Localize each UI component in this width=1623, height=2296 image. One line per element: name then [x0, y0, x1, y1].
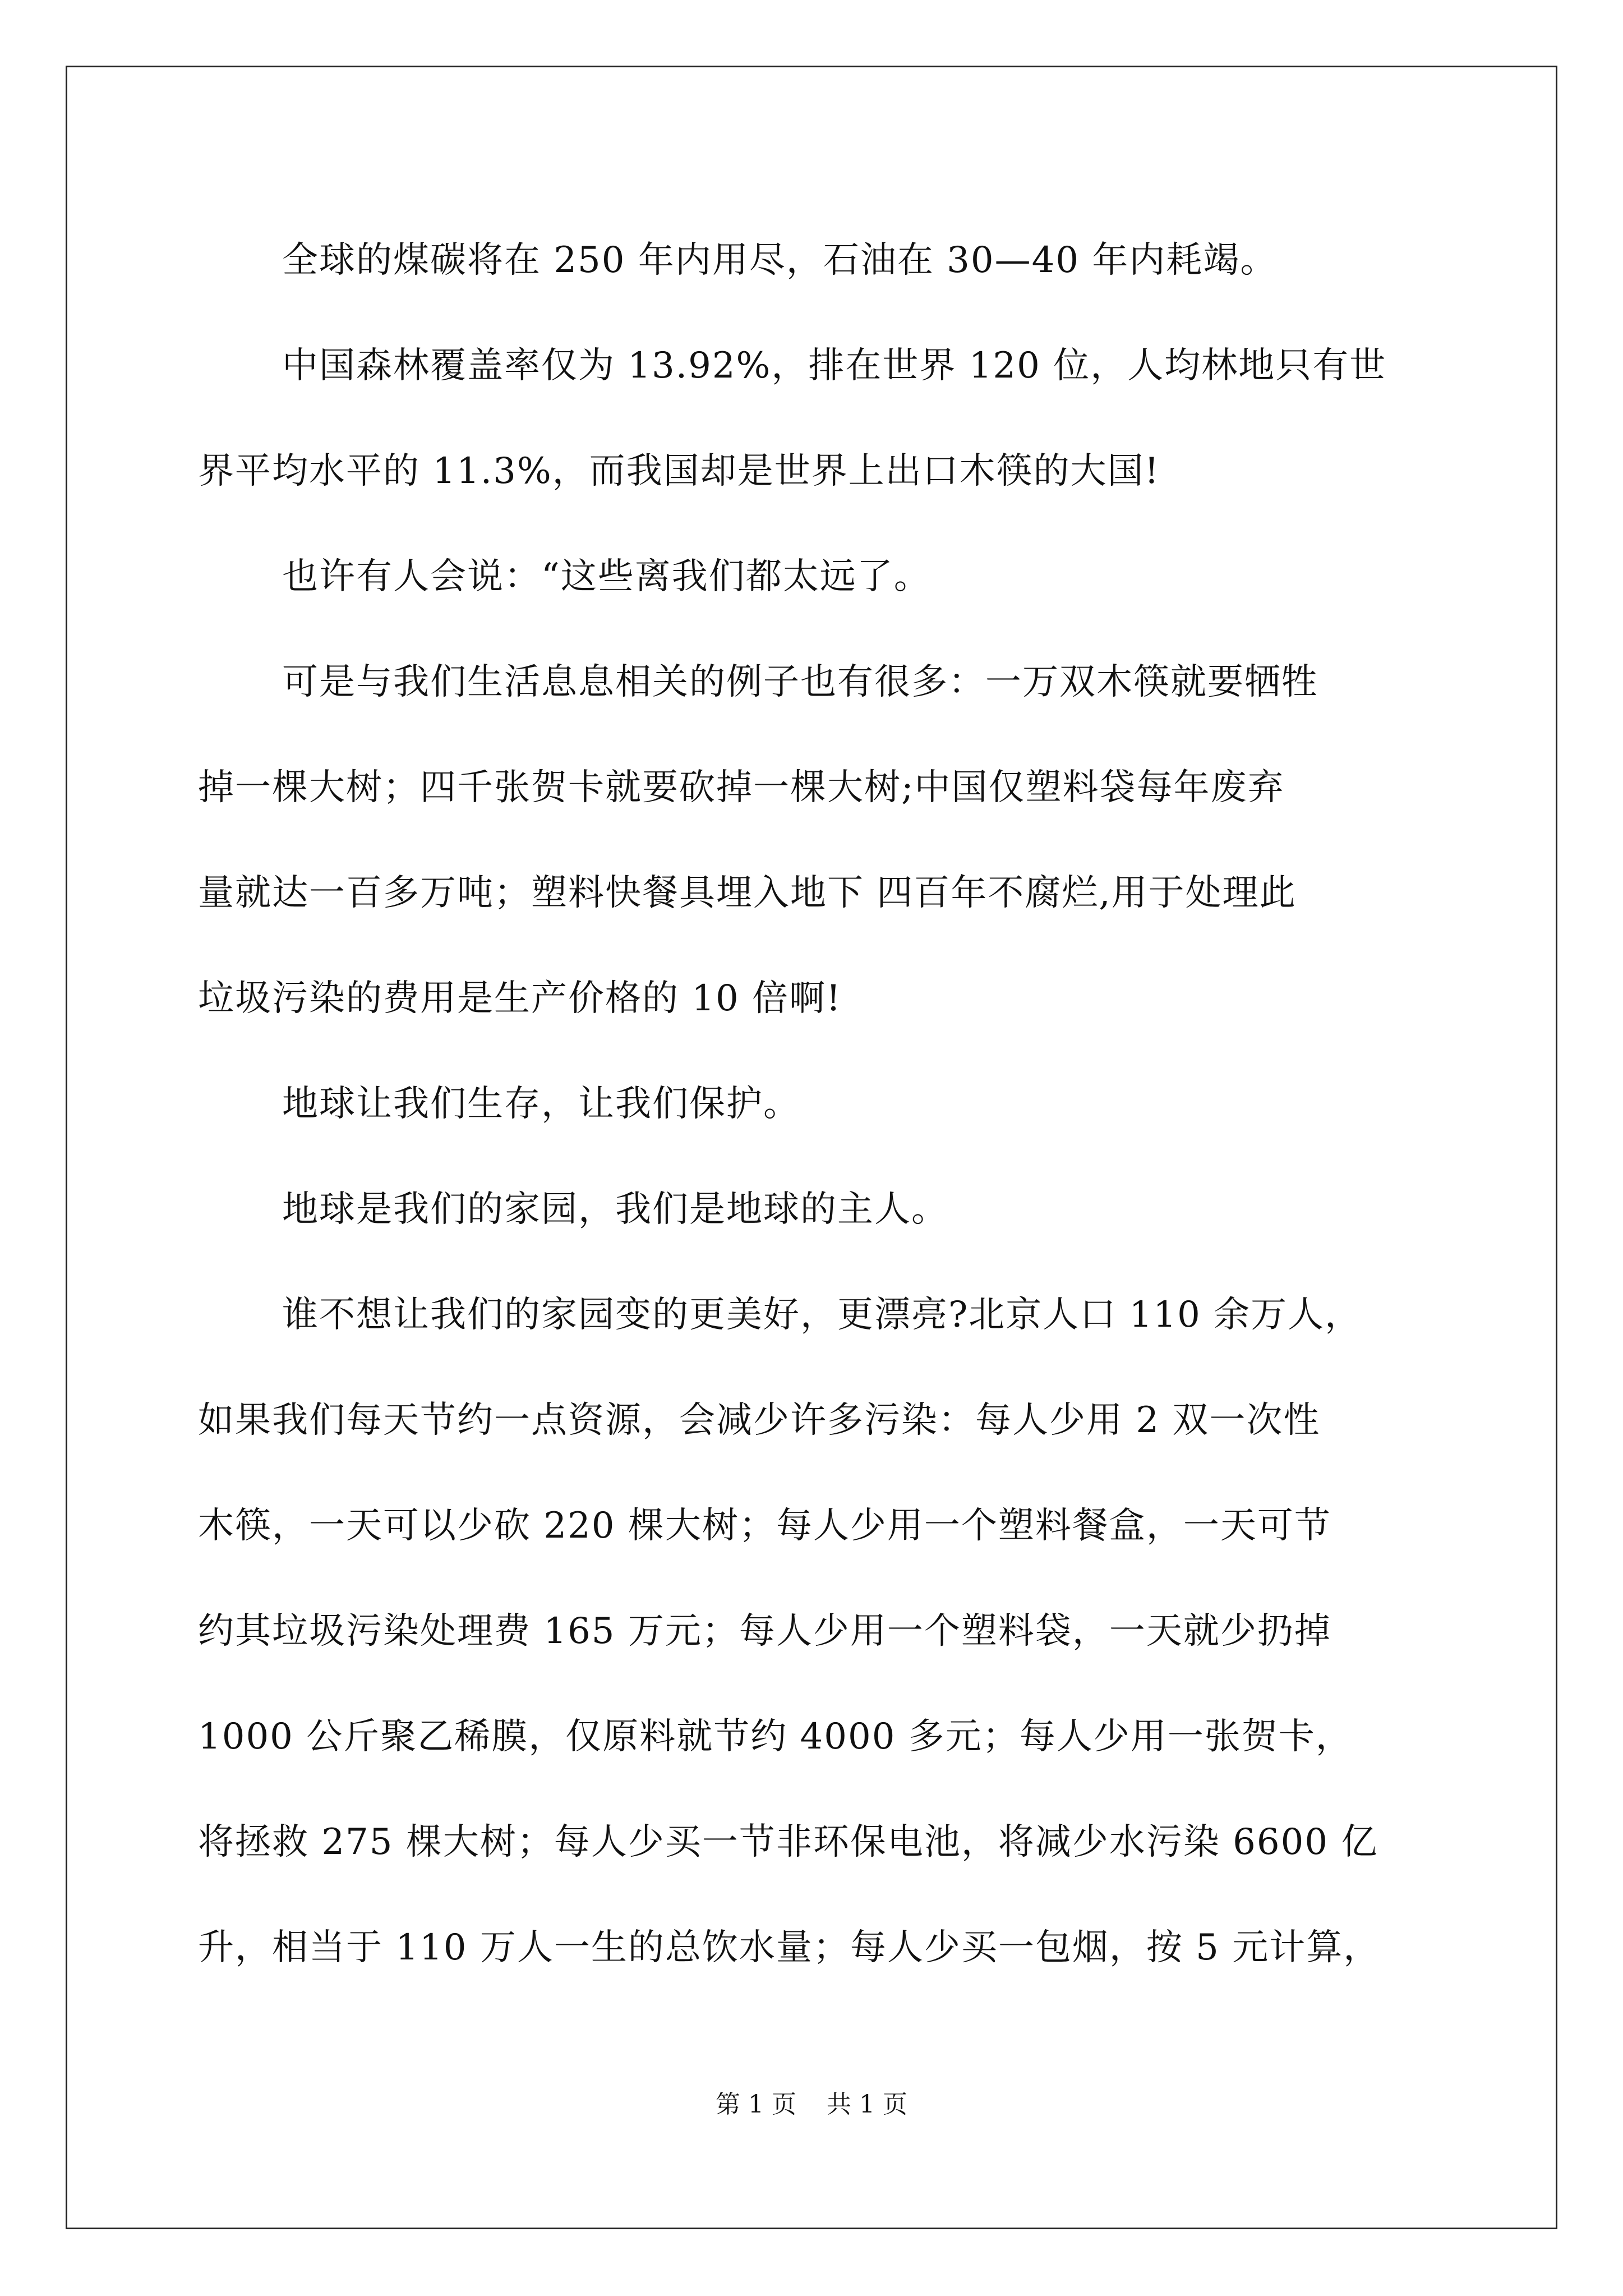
- paragraph: [198, 1262, 1429, 2000]
- paragraph: [198, 524, 1429, 629]
- text-line: 掉一棵大树；四千张贺卡就要砍掉一棵大树;中国仅塑料袋每年废弃: [198, 767, 1285, 808]
- text-line: 垃圾污染的费用是生产价格的 10 倍啊!: [198, 978, 842, 1019]
- text-line: 也许有人会说：“这些离我们都太远了。: [282, 556, 931, 597]
- text-line: 木筷，一天可以少砍 220 棵大树；每人少用一个塑料餐盒，一天可节: [198, 1505, 1331, 1547]
- text-line: 1000 公斤聚乙稀膜，仅原料就节约 4000 多元；每人少用一张贺卡，: [198, 1716, 1353, 1757]
- page-total: 共 1 页: [827, 2090, 907, 2119]
- text-line: 谁不想让我们的家园变的更美好，更漂亮?北京人口 110 余万人，: [282, 1294, 1362, 1336]
- paragraph: [198, 208, 1429, 313]
- page-footer: [0, 2084, 1623, 2120]
- text-line: 如果我们每天节约一点资源，会减少许多污染：每人少用 2 双一次性: [198, 1400, 1321, 1441]
- paragraph: [198, 629, 1429, 1051]
- paragraph: [198, 1157, 1429, 1262]
- text-line: 地球让我们生存，让我们保护。: [282, 1083, 800, 1125]
- text-line: 可是与我们生活息息相关的例子也有很多：一万双木筷就要牺牲: [282, 661, 1318, 703]
- paragraph: [198, 1051, 1429, 1157]
- text-line: 将拯救 275 棵大树；每人少买一节非环保电池，将减少水污染 6600 亿: [198, 1821, 1378, 1863]
- text-line: 界平均水平的 11.3%，而我国却是世界上出口木筷的大国!: [198, 450, 1160, 492]
- text-line: 全球的煤碳将在 250 年内用尽，石油在 30—40 年内耗竭。: [282, 240, 1278, 281]
- page-number: 第 1 页: [716, 2090, 796, 2119]
- text-line: 升，相当于 110 万人一生的总饮水量；每人少买一包烟，按 5 元计算，: [198, 1927, 1381, 1968]
- text-line: 约其垃圾污染处理费 165 万元；每人少用一个塑料袋，一天就少扔掉: [198, 1611, 1331, 1652]
- text-line: 中国森林覆盖率仅为 13.92%，排在世界 120 位，人均林地只有世: [282, 345, 1387, 386]
- text-line: 量就达一百多万吨；塑料快餐具埋入地下 四百年不腐烂,用于处理此: [198, 872, 1297, 914]
- document-body: [198, 208, 1429, 2000]
- text-line: 地球是我们的家园，我们是地球的主人。: [282, 1189, 948, 1230]
- paragraph: [198, 313, 1429, 524]
